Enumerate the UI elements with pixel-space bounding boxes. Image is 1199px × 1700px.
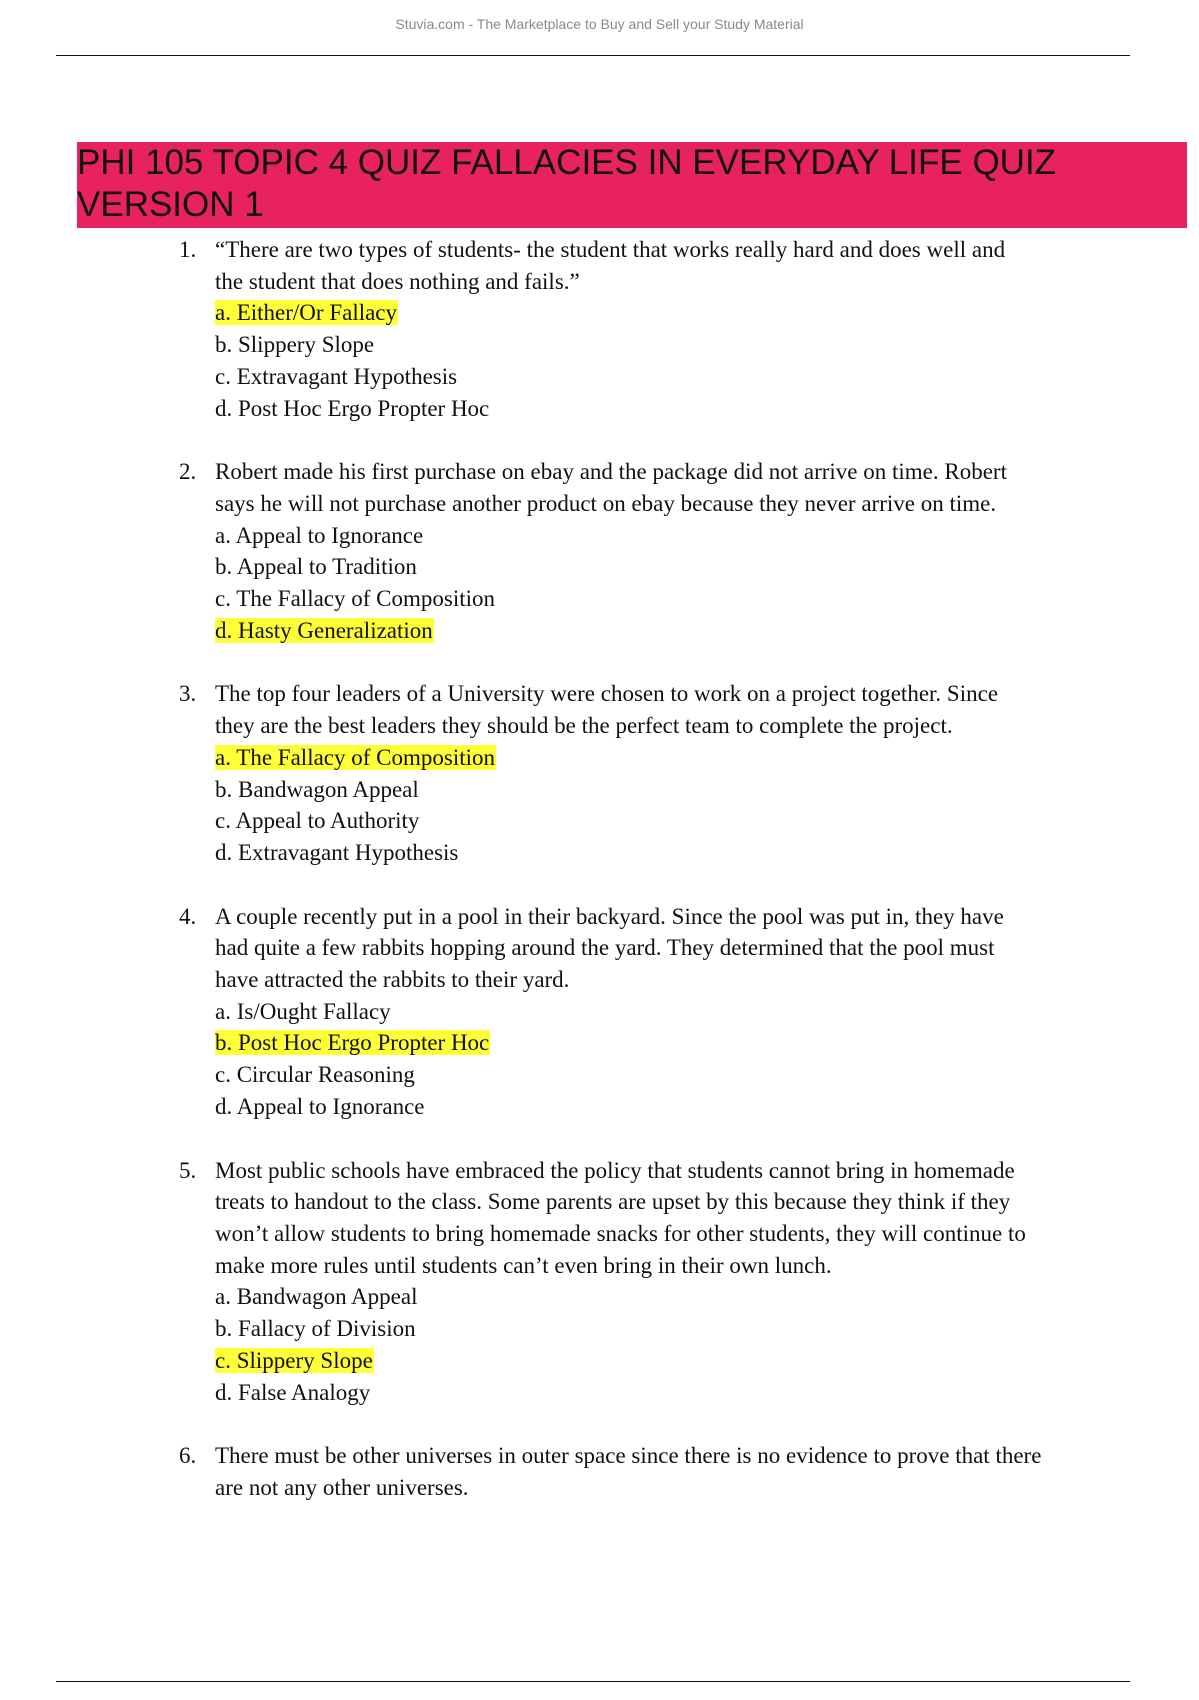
answer-option xyxy=(215,1377,1095,1409)
quiz-title-line-2: VERSION 1 xyxy=(77,185,264,224)
answer-option-text: c. Extravagant Hypothesis xyxy=(215,363,458,389)
answer-option xyxy=(215,551,1095,583)
correct-answer-highlight: b. Post Hoc Ergo Propter Hoc xyxy=(215,1030,490,1056)
question-text-line: have attracted the rabbits to their yard. xyxy=(215,967,570,993)
question-body xyxy=(215,1155,1095,1409)
correct-answer-highlight: d. Hasty Generalization xyxy=(215,617,433,643)
question-4 xyxy=(0,901,1199,1123)
answer-option-text: d. False Analogy xyxy=(215,1379,371,1405)
question-body xyxy=(215,1440,1095,1503)
answer-option-text: d. Post Hoc Ergo Propter Hoc xyxy=(215,395,490,421)
question-text-line: the student that does nothing and fails.” xyxy=(215,268,580,294)
answer-option xyxy=(215,583,1095,615)
answer-option xyxy=(215,329,1095,361)
answer-option-text: a. Appeal to Ignorance xyxy=(215,522,424,548)
answer-option-text: d. Extravagant Hypothesis xyxy=(215,839,459,865)
question-text-line: Robert made his first purchase on ebay and the package did not arrive on time. Robert xyxy=(215,459,1007,485)
question-body xyxy=(215,901,1095,1123)
stuvia-watermark: Stuvia.com - The Marketplace to Buy and Sell your Study Material xyxy=(395,16,804,32)
question-text-line: The top four leaders of a University were chosen to work on a project together. Since xyxy=(215,681,999,707)
answer-option-text: b. Bandwagon Appeal xyxy=(215,776,419,802)
answer-option-text: b. Fallacy of Division xyxy=(215,1316,416,1342)
question-text-line: There must be other universes in outer space since there is no evidence to prove that there xyxy=(215,1443,1042,1469)
question-text-line: they are the best leaders they should be the perfect team to complete the project. xyxy=(215,713,953,739)
answer-option-text: d. Appeal to Ignorance xyxy=(215,1093,425,1119)
question-1 xyxy=(0,234,1199,424)
question-3 xyxy=(0,678,1199,868)
quiz-title xyxy=(77,142,1187,226)
question-number: 3. xyxy=(179,681,197,707)
answer-option xyxy=(215,805,1095,837)
title-banner xyxy=(77,142,1187,228)
question-number: 5. xyxy=(179,1157,197,1183)
question-text-line: make more rules until students can’t even bring in their own lunch. xyxy=(215,1252,832,1278)
question-body xyxy=(215,456,1095,646)
question-text-line: won’t allow students to bring homemade snacks for other students, they will continue to xyxy=(215,1220,1026,1246)
question-text-line: are not any other universes. xyxy=(215,1474,469,1500)
answer-option xyxy=(215,361,1095,393)
answer-option xyxy=(215,393,1095,425)
answer-option xyxy=(215,297,1095,329)
quiz-title-line-1: PHI 105 TOPIC 4 QUIZ FALLACIES IN EVERYDAY LIFE QUIZ xyxy=(77,143,1057,182)
answer-option-text: a. Bandwagon Appeal xyxy=(215,1284,418,1310)
correct-answer-highlight: a. The Fallacy of Composition xyxy=(215,744,496,770)
question-text-line: treats to handout to the class. Some parents are upset by this because they think if they xyxy=(215,1189,1011,1215)
question-text-line: Most public schools have embraced the policy that students cannot bring in homemade xyxy=(215,1157,1015,1183)
answer-option-text: b. Slippery Slope xyxy=(215,332,375,358)
answer-option-text: a. Is/Ought Fallacy xyxy=(215,998,391,1024)
answer-option xyxy=(215,774,1095,806)
answer-option xyxy=(215,520,1095,552)
question-body xyxy=(215,234,1095,424)
question-text-line: says he will not purchase another product on ebay because they never arrive on time. xyxy=(215,490,997,516)
question-6 xyxy=(0,1440,1199,1503)
question-text-line: A couple recently put in a pool in their backyard. Since the pool was put in, they have xyxy=(215,903,1004,929)
answer-option xyxy=(215,1345,1095,1377)
question-number: 6. xyxy=(179,1443,197,1469)
answer-option xyxy=(215,615,1095,647)
question-2 xyxy=(0,456,1199,646)
question-text-line: had quite a few rabbits hopping around the yard. They determined that the pool must xyxy=(215,935,995,961)
answer-option xyxy=(215,996,1095,1028)
answer-option xyxy=(215,1059,1095,1091)
answer-option-text: c. The Fallacy of Composition xyxy=(215,586,496,612)
question-text-line: “There are two types of students- the student that works really hard and does well and xyxy=(215,237,1006,262)
answer-option xyxy=(215,837,1095,869)
answer-option xyxy=(215,1091,1095,1123)
answer-option xyxy=(215,1281,1095,1313)
answer-option xyxy=(215,1027,1095,1059)
question-number: 4. xyxy=(179,903,197,929)
answer-option xyxy=(215,1313,1095,1345)
question-5 xyxy=(0,1155,1199,1409)
question-body xyxy=(215,678,1095,868)
correct-answer-highlight: a. Either/Or Fallacy xyxy=(215,300,398,326)
answer-option-text: c. Circular Reasoning xyxy=(215,1062,415,1088)
footer-rule xyxy=(56,1681,1130,1682)
correct-answer-highlight: c. Slippery Slope xyxy=(215,1347,373,1373)
question-list xyxy=(0,234,1199,1536)
header-rule xyxy=(56,55,1130,56)
answer-option-text: b. Appeal to Tradition xyxy=(215,554,417,580)
question-number: 1. xyxy=(179,237,197,262)
answer-option-text: c. Appeal to Authority xyxy=(215,808,420,834)
question-number: 2. xyxy=(179,459,197,485)
answer-option xyxy=(215,742,1095,774)
